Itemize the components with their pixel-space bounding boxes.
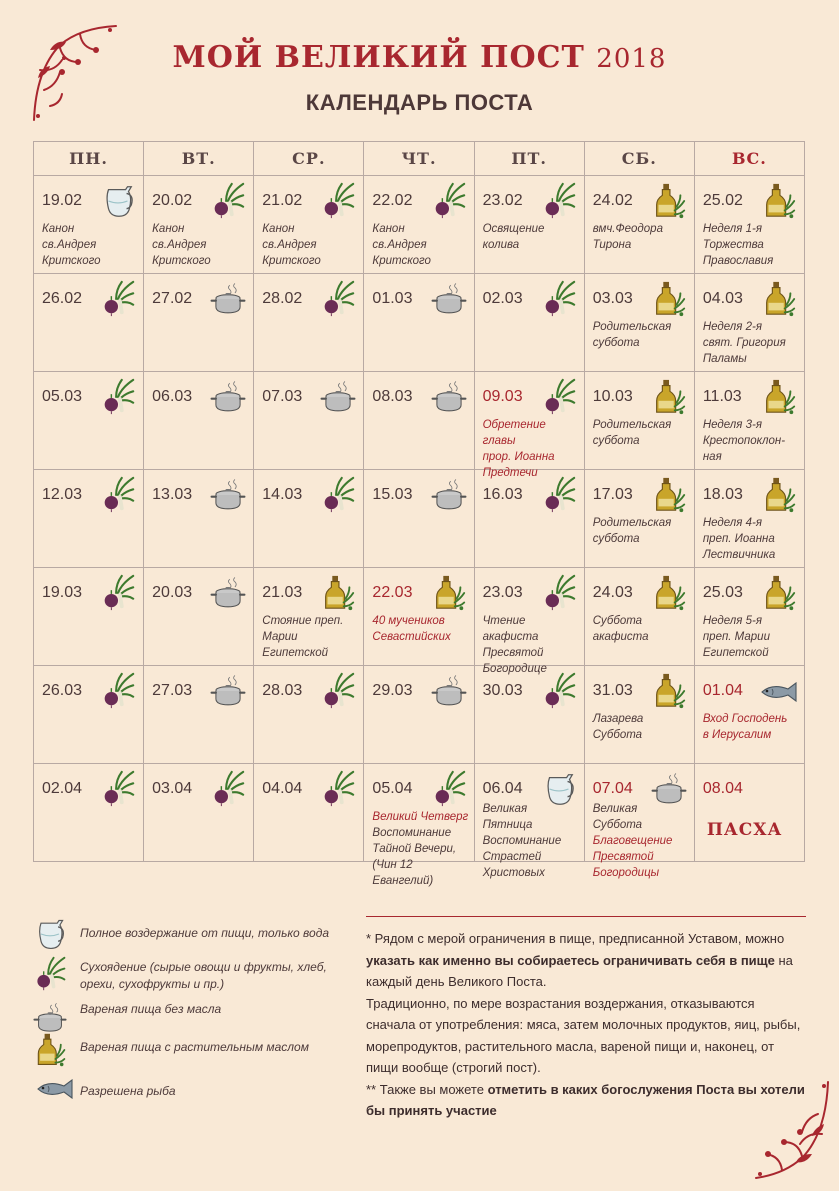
day-note: Неделя 3-я Крестопоклон- ная <box>702 419 786 463</box>
calendar-day-cell <box>364 568 474 666</box>
day-date: 04.04 <box>262 780 303 797</box>
calendar-day-cell <box>694 176 804 274</box>
calendar-day-cell <box>144 274 254 372</box>
day-date: 20.02 <box>152 192 193 209</box>
calendar-day-cell <box>694 568 804 666</box>
day-date: 30.03 <box>482 682 523 699</box>
vegetables-icon <box>99 279 137 319</box>
vegetables-icon <box>99 573 137 613</box>
oil-bottle-icon <box>650 181 688 221</box>
page-subtitle: КАЛЕНДАРЬ ПОСТА <box>305 90 534 115</box>
info-paragraph-3: ** Также вы можете отметить в каких богослужения Поста вы хотели бы принять участие <box>366 1081 805 1118</box>
day-date: 24.02 <box>592 192 633 209</box>
day-date: 13.03 <box>152 486 193 503</box>
calendar-week-row <box>34 470 805 568</box>
day-date: 10.03 <box>592 388 633 405</box>
day-date: 21.03 <box>262 584 303 601</box>
calendar-day-cell <box>584 372 694 470</box>
oil-bottle-icon <box>319 573 357 613</box>
vegetables-icon <box>99 671 137 711</box>
day-date: 07.04 <box>592 780 633 797</box>
calendar-day-cell <box>254 372 364 470</box>
vegetables-icon <box>319 475 357 515</box>
day-date: 16.03 <box>482 486 523 503</box>
legend-label: Разрешена рыба <box>80 1084 176 1098</box>
oil-bottle-icon <box>650 377 688 417</box>
oil-bottle-icon <box>32 1031 68 1069</box>
day-note: Канон св.Андрея Критского <box>372 223 431 267</box>
info-paragraph-1: * Рядом с мерой ограничения в пище, предписанной Уставом, можно указать как именно вы собираетесь ограничивать себя в пище на каждый день Великого Поста. <box>366 931 793 989</box>
info-paragraph-2: Традиционно, по мере возрастания воздержания, отказываются сначала от употребления: мяса, затем молочных продуктов, яиц, рыбы, морепродуктов, растительного масла, вареной пищи и, наконец, от пищи вообще (строгий пост). <box>366 995 801 1075</box>
day-date: 05.03 <box>42 388 83 405</box>
calendar-day-cell <box>584 764 694 879</box>
calendar-day-cell <box>584 568 694 666</box>
day-date: 27.02 <box>152 290 193 307</box>
day-note: Обретение главы прор. Иоанна Предтечи <box>482 419 555 479</box>
calendar-day-cell <box>364 666 474 764</box>
calendar-day-cell <box>474 568 584 675</box>
day-date: 31.03 <box>592 682 633 699</box>
jug-icon <box>99 181 137 221</box>
vegetables-icon <box>209 769 247 809</box>
oil-bottle-icon <box>760 573 798 613</box>
day-date: 26.02 <box>42 290 83 307</box>
day-date: 02.04 <box>42 780 83 797</box>
calendar-day-cell <box>144 372 254 470</box>
day-date: 19.03 <box>42 584 83 601</box>
calendar-week-row <box>34 176 805 274</box>
day-date: 19.02 <box>42 192 83 209</box>
calendar-day-cell <box>34 372 144 470</box>
weekday-header: ВС. <box>694 142 804 176</box>
weekday-header: ЧТ. <box>364 142 474 176</box>
day-note: Великая Суббота Благовещение Пресвятой Богородицы <box>592 803 673 879</box>
title-year: 2018 <box>596 44 667 74</box>
day-date: 07.03 <box>262 388 303 405</box>
vegetables-icon <box>319 181 357 221</box>
calendar-day-cell <box>584 274 694 372</box>
calendar-day-cell <box>144 666 254 764</box>
day-note: Лазарева Суббота <box>592 713 644 741</box>
calendar-day-cell <box>364 176 474 274</box>
day-note: Великая Пятница Воспоминание Страстей Христовых <box>482 803 562 879</box>
day-date: 05.04 <box>372 780 413 797</box>
calendar-day-cell <box>254 568 364 666</box>
day-note: Родительская суббота <box>592 321 672 349</box>
calendar-day-cell <box>144 176 254 274</box>
vegetables-icon <box>430 181 468 221</box>
calendar-day-cell <box>364 764 474 887</box>
calendar-week-row <box>34 274 805 372</box>
calendar-day-cell <box>34 176 144 274</box>
weekday-header: ПТ. <box>474 142 584 176</box>
calendar-day-cell <box>474 764 584 879</box>
calendar-day-cell <box>254 666 364 764</box>
weekday-header: СБ. <box>584 142 694 176</box>
vegetables-icon <box>319 671 357 711</box>
calendar-day-cell <box>254 764 364 862</box>
vegetables-icon <box>430 769 468 809</box>
day-date: 06.04 <box>482 780 523 797</box>
legend-label: Сухоядение (сырые овощи и фрукты, хлеб, орехи, сухофрукты и пр.) <box>80 960 327 991</box>
day-date: 11.03 <box>702 388 742 405</box>
day-date: 29.03 <box>372 682 413 699</box>
vegetables-icon <box>540 279 578 319</box>
day-date: 03.03 <box>592 290 633 307</box>
day-note: вмч.Феодора Тирона <box>592 223 663 251</box>
oil-bottle-icon <box>760 475 798 515</box>
vegetables-icon <box>319 279 357 319</box>
legend-label: Вареная пища без масла <box>80 1002 222 1016</box>
pot-icon <box>430 279 468 319</box>
day-note: Стояние преп. Марии Египетской <box>262 615 344 659</box>
day-date: 22.03 <box>372 584 413 601</box>
vegetables-icon <box>540 671 578 711</box>
vegetables-icon <box>209 181 247 221</box>
calendar-day-cell <box>694 372 804 470</box>
calendar-week-row <box>34 568 805 666</box>
day-date: 21.02 <box>262 192 303 209</box>
oil-bottle-icon <box>760 181 798 221</box>
day-date: 09.03 <box>482 388 523 405</box>
oil-bottle-icon <box>650 573 688 613</box>
day-date: 12.03 <box>42 486 83 503</box>
calendar-day-cell <box>34 666 144 764</box>
calendar-day-cell <box>34 274 144 372</box>
weekday-header: ВТ. <box>144 142 254 176</box>
calendar-day-cell <box>34 568 144 666</box>
day-date: 25.03 <box>702 584 743 601</box>
vegetables-icon <box>99 475 137 515</box>
day-note: Канон св.Андрея Критского <box>42 223 101 267</box>
calendar-day-cell <box>254 470 364 568</box>
legend-label: Полное воздержание от пищи, только вода <box>80 926 330 940</box>
fasting-calendar <box>33 141 805 887</box>
calendar-day-cell <box>254 274 364 372</box>
oil-bottle-icon <box>760 279 798 319</box>
pot-icon <box>209 671 247 711</box>
vegetables-icon <box>99 377 137 417</box>
fish-icon <box>756 682 800 702</box>
day-date: 26.03 <box>42 682 83 699</box>
calendar-day-cell <box>144 568 254 666</box>
calendar-day-cell <box>584 470 694 568</box>
day-note: Чтение акафиста Пресвятой Богородице <box>482 615 547 675</box>
pascha-label: ПАСХА <box>706 820 783 840</box>
calendar-day-cell <box>474 470 584 568</box>
day-date: 22.02 <box>372 192 413 209</box>
weekday-header-row <box>34 142 805 176</box>
vegetables-icon <box>99 769 137 809</box>
day-note: Суббота акафиста <box>592 615 649 643</box>
title-text: МОЙ ВЕЛИКИЙ ПОСТ <box>172 40 585 75</box>
pot-icon <box>209 377 247 417</box>
pot-icon <box>209 573 247 613</box>
page-title <box>0 40 839 75</box>
day-note: Неделя 4-я преп. Иоанна Лествичника <box>702 517 776 561</box>
day-note: Неделя 2-я свят. Григория Паламы <box>702 321 786 365</box>
oil-bottle-icon <box>650 475 688 515</box>
info-text <box>366 928 806 1122</box>
vegetables-icon <box>540 377 578 417</box>
divider <box>366 916 806 917</box>
calendar-day-cell <box>694 470 804 568</box>
calendar-day-cell <box>584 666 694 764</box>
pot-icon <box>430 671 468 711</box>
vegetables-icon <box>319 769 357 809</box>
oil-bottle-icon <box>760 377 798 417</box>
day-date: 01.04 <box>702 682 743 699</box>
calendar-day-cell <box>694 274 804 372</box>
day-date: 01.03 <box>372 290 413 307</box>
oil-bottle-icon <box>650 279 688 319</box>
day-date: 28.03 <box>262 682 303 699</box>
day-date: 25.02 <box>702 192 743 209</box>
calendar-day-cell <box>584 176 694 274</box>
calendar-week-row <box>34 372 805 470</box>
day-date: 02.03 <box>482 290 523 307</box>
day-date: 14.03 <box>262 486 303 503</box>
day-date: 03.04 <box>152 780 193 797</box>
calendar-day-cell <box>694 764 804 862</box>
day-note: Родительская суббота <box>592 517 672 545</box>
pot-icon <box>319 377 357 417</box>
oil-bottle-icon <box>430 573 468 613</box>
vegetables-icon <box>540 475 578 515</box>
day-note: Вход Господень в Иерусалим <box>702 713 788 741</box>
calendar-week-row <box>34 764 805 862</box>
calendar-week-row <box>34 666 805 764</box>
calendar-day-cell <box>474 372 584 479</box>
day-note: Великий Четверг Воспоминание Тайной Вечери, (Чин 12 Евангелий) <box>372 811 469 887</box>
vegetables-icon <box>32 955 68 993</box>
calendar-day-cell <box>474 176 584 274</box>
calendar-day-cell <box>364 470 474 568</box>
day-date: 24.03 <box>592 584 633 601</box>
day-date: 06.03 <box>152 388 193 405</box>
vegetables-icon <box>540 181 578 221</box>
calendar-day-cell <box>254 176 364 274</box>
day-note: Освящение колива <box>482 223 545 251</box>
fish-icon <box>32 1079 76 1099</box>
calendar-day-cell <box>364 274 474 372</box>
day-date: 23.02 <box>482 192 523 209</box>
oil-bottle-icon <box>650 671 688 711</box>
day-date: 17.03 <box>592 486 633 503</box>
jug-icon <box>32 915 68 953</box>
calendar-day-cell <box>144 764 254 862</box>
day-note: 40 мучеников Севастийских <box>372 615 451 643</box>
day-date: 08.04 <box>702 780 743 797</box>
day-date: 28.02 <box>262 290 303 307</box>
pot-icon <box>430 377 468 417</box>
pot-icon <box>209 475 247 515</box>
day-date: 04.03 <box>702 290 743 307</box>
day-date: 15.03 <box>372 486 413 503</box>
calendar-day-cell <box>34 470 144 568</box>
calendar-day-cell <box>474 274 584 372</box>
day-note: Неделя 1-я Торжества Православия <box>702 223 774 267</box>
calendar-day-cell <box>474 666 584 764</box>
day-date: 08.03 <box>372 388 413 405</box>
day-note: Неделя 5-я преп. Марии Египетской <box>702 615 770 659</box>
day-note: Канон св.Андрея Критского <box>262 223 321 267</box>
day-date: 27.03 <box>152 682 193 699</box>
day-note: Родительская суббота <box>592 419 672 447</box>
weekday-header: СР. <box>254 142 364 176</box>
calendar-day-cell <box>364 372 474 470</box>
day-date: 18.03 <box>702 486 743 503</box>
day-date: 23.03 <box>482 584 523 601</box>
legend-label: Вареная пища с растительным маслом <box>80 1040 309 1054</box>
pot-icon <box>209 279 247 319</box>
vegetables-icon <box>540 573 578 613</box>
calendar-day-cell <box>34 764 144 862</box>
day-note: Канон св.Андрея Критского <box>152 223 211 267</box>
weekday-header: ПН. <box>34 142 144 176</box>
pot-icon <box>430 475 468 515</box>
calendar-day-cell <box>694 666 804 764</box>
day-date: 20.03 <box>152 584 193 601</box>
calendar-day-cell <box>144 470 254 568</box>
